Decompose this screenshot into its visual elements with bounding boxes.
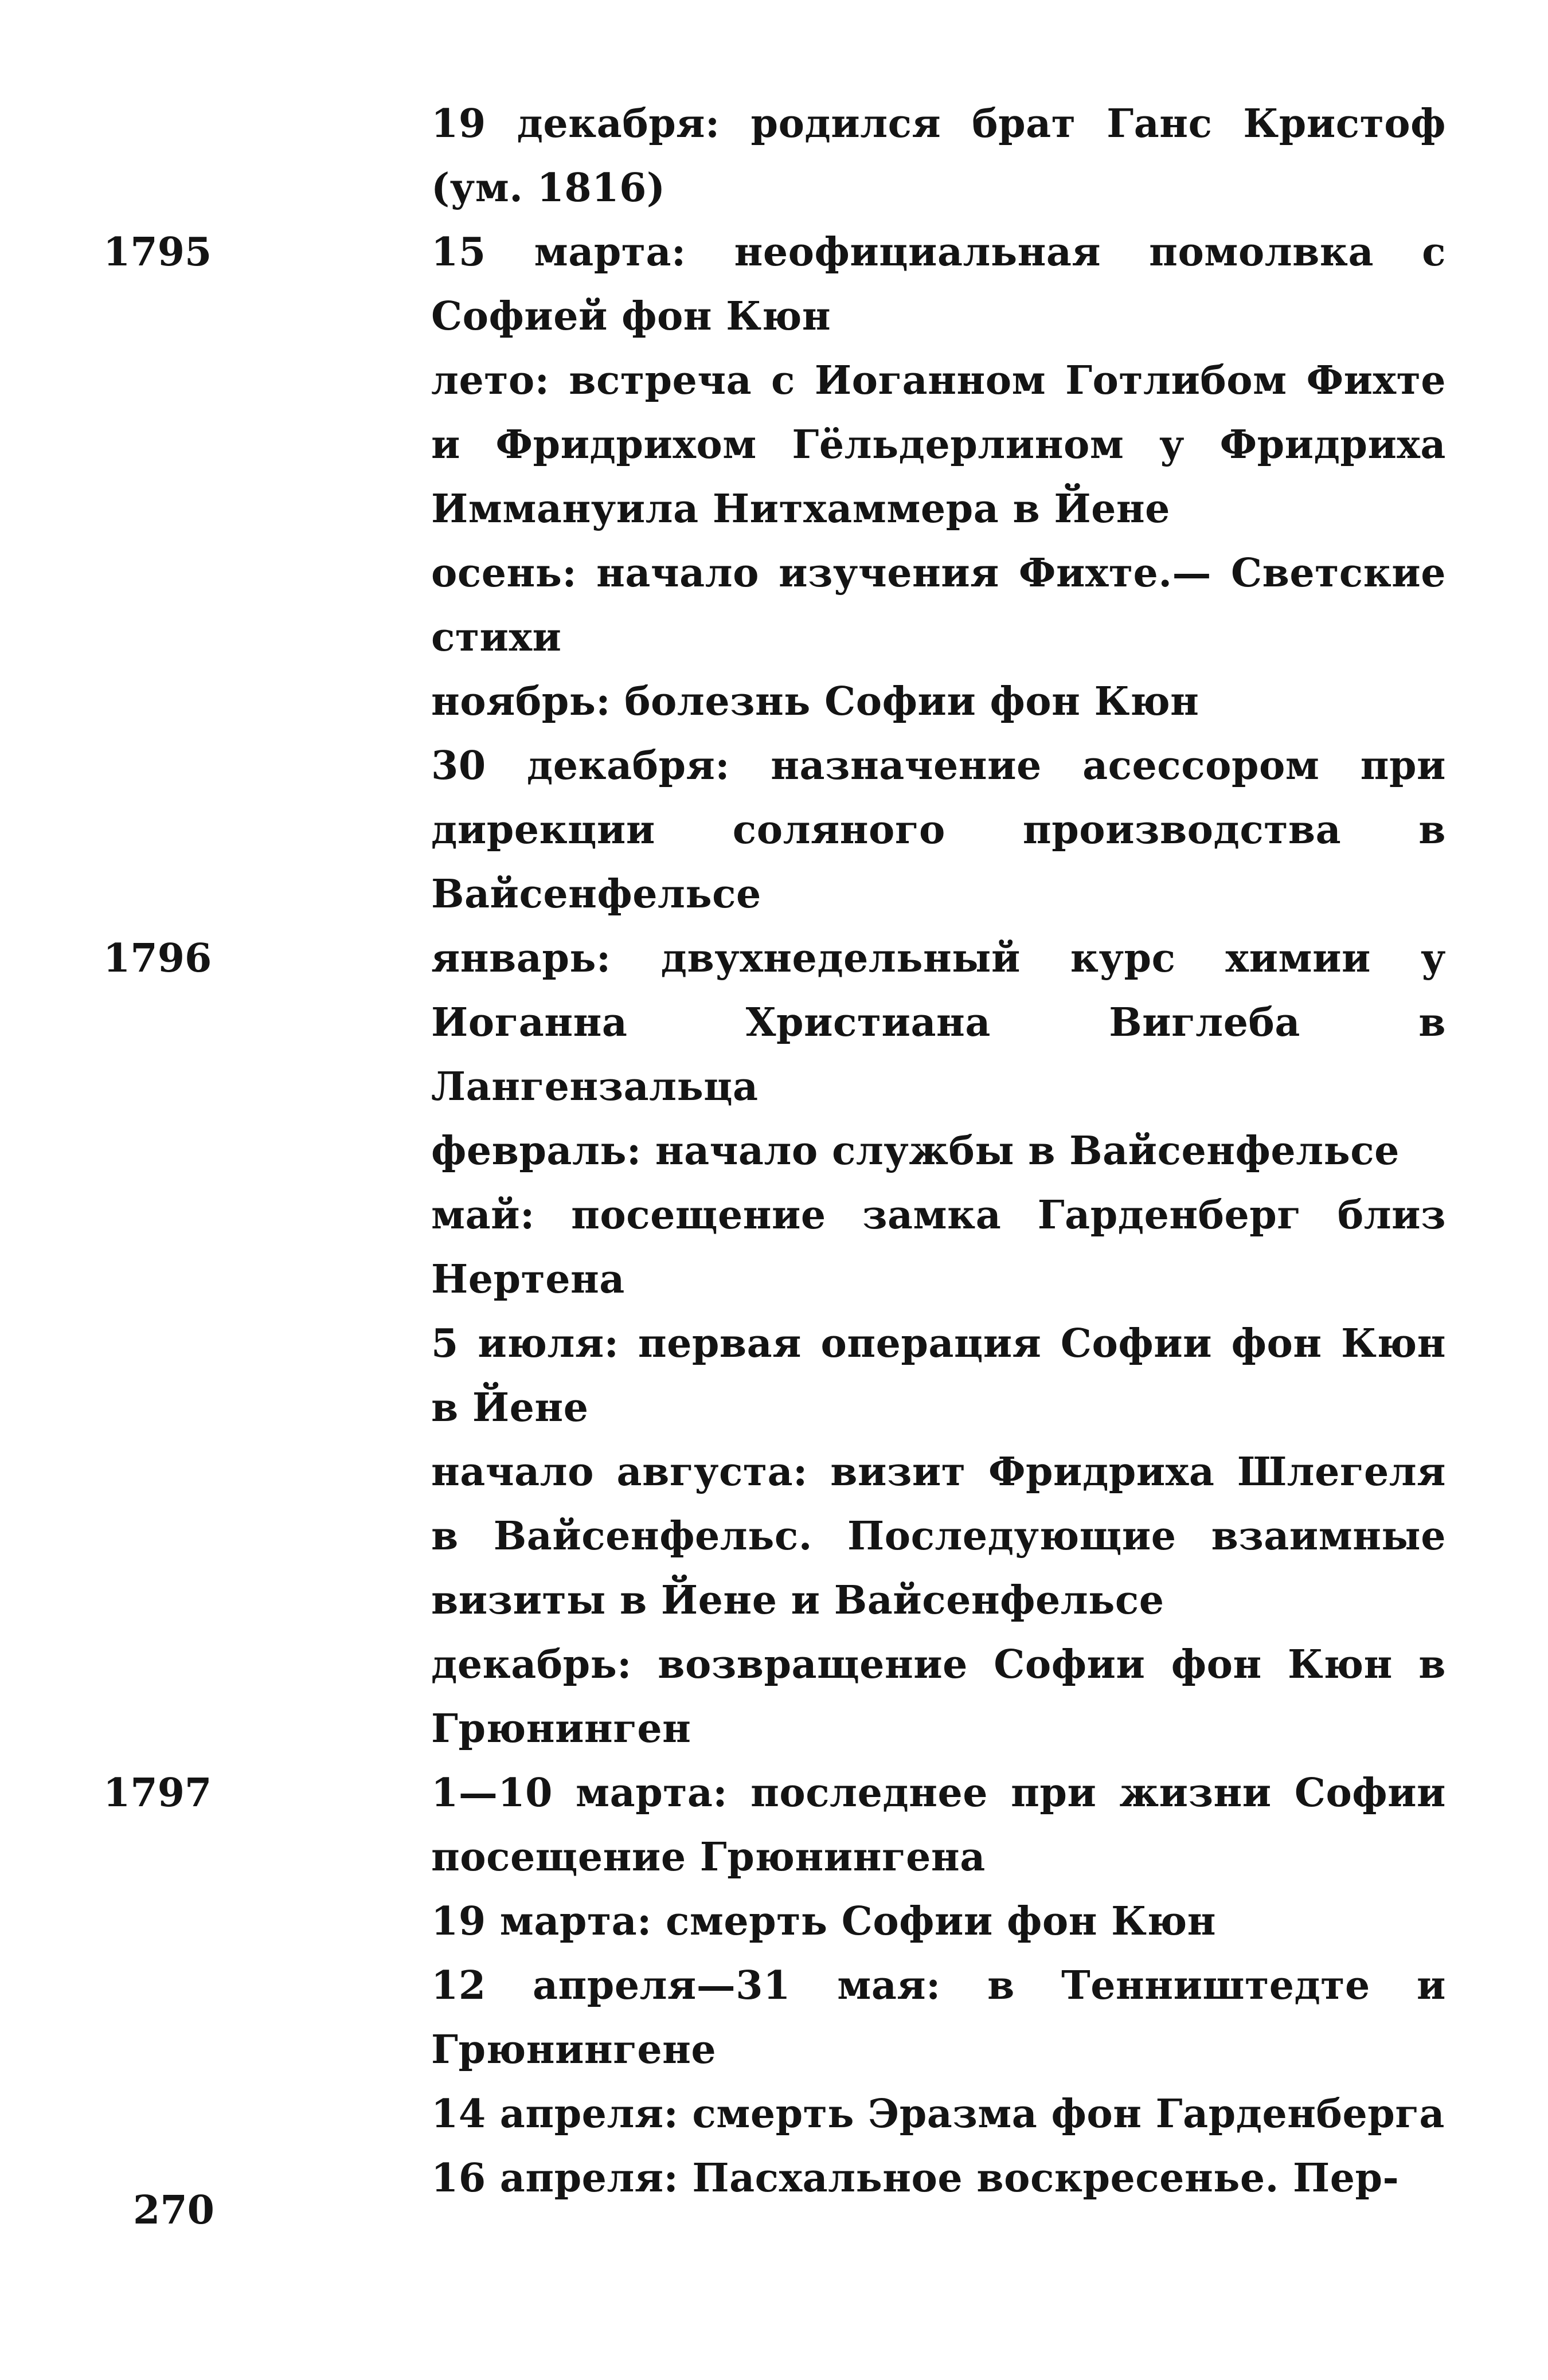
- chronology-timeline: [92, 92, 1445, 2210]
- timeline-entry: январь: двухнедельный курс химии у Иоганна Христиана Виглеба в Лангензальца: [431, 935, 1446, 1110]
- year-label: 1796: [103, 935, 212, 981]
- year-block-1797: [92, 1761, 1445, 2210]
- page-number: 270: [133, 2187, 214, 2233]
- year-block-1796: [92, 926, 1445, 1761]
- timeline-entry: осень: начало изучения Фихте.— Светские стихи: [431, 550, 1446, 660]
- timeline-entry: декабрь: возвращение Софии фон Кюн в Грюнинген: [431, 1642, 1446, 1752]
- timeline-entry: февраль: начало службы в Вайсенфельсе: [431, 1128, 1400, 1174]
- timeline-entry: 16 апреля: Пасхальное воскресенье. Пер-: [431, 2155, 1400, 2201]
- timeline-entry: 12 апреля—31 мая: в Тенништедте и Грюнингене: [431, 1963, 1446, 2073]
- timeline-entry: лето: встреча с Иоганном Готлибом Фихте и Фридрихом Гёльдерлином у Фридриха Иммануила Нитхаммера в Йене: [431, 358, 1446, 532]
- year-block-continuation: [92, 92, 1445, 220]
- timeline-entry: май: посещение замка Гарденберг близ Нертена: [431, 1192, 1446, 1302]
- timeline-entry: 1—10 марта: последнее при жизни Софии посещение Грюнингена: [431, 1770, 1446, 1880]
- year-entries: [431, 92, 1446, 220]
- timeline-entry: 15 марта: неофициальная помолвка с Софией фон Кюн: [431, 229, 1446, 339]
- timeline-entry: 5 июля: первая операция Софии фон Кюн в Йене: [431, 1321, 1446, 1431]
- year-block-1795: [92, 220, 1445, 926]
- year-entries: [431, 220, 1446, 926]
- timeline-entry: начало августа: визит Фридриха Шлегеля в Вайсенфельс. Последующие взаимные визиты в Йене и Вайсенфельсе: [431, 1449, 1446, 1623]
- timeline-entry: 30 декабря: назначение асессором при дирекции соляного производства в Вайсенфельсе: [431, 743, 1446, 917]
- timeline-entry: 19 марта: смерть Софии фон Кюн: [431, 1898, 1217, 1944]
- year-label: 1795: [103, 229, 212, 275]
- timeline-entry: 14 апреля: смерть Эразма фон Гарденберга: [431, 2091, 1445, 2137]
- year-label: 1797: [103, 1770, 212, 1816]
- timeline-entry: ноябрь: болезнь Софии фон Кюн: [431, 679, 1199, 725]
- year-entries: [431, 1761, 1446, 2210]
- year-entries: [431, 926, 1446, 1761]
- timeline-entry: 19 декабря: родился брат Ганс Кристоф (ум. 1816): [431, 101, 1446, 211]
